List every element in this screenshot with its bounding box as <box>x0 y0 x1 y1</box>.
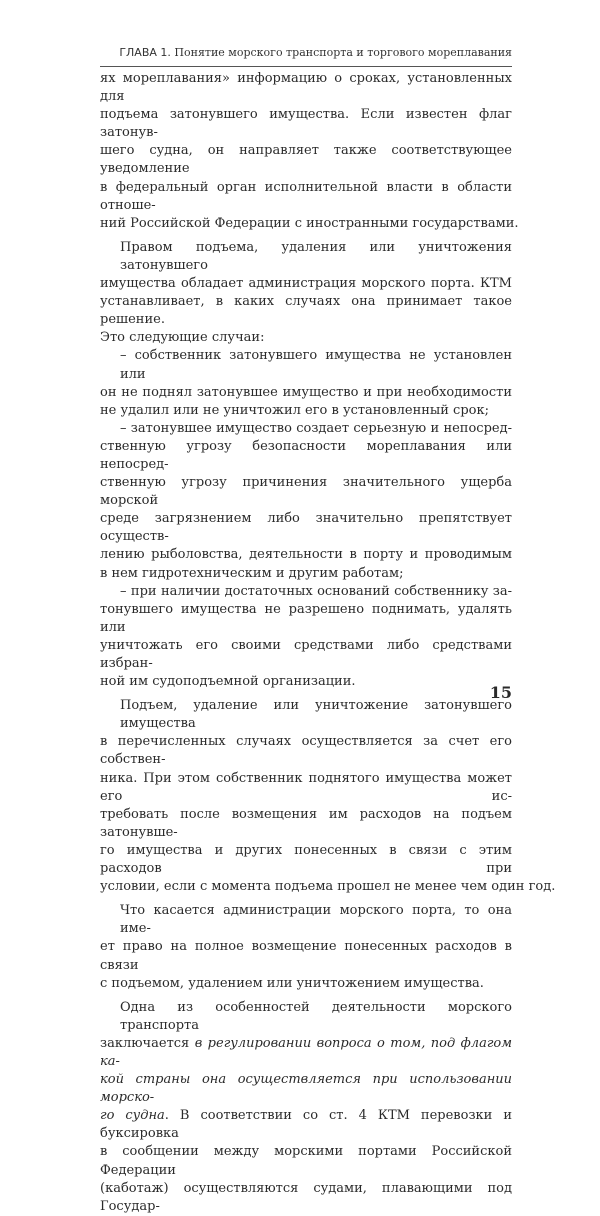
text-line: не удалил или не уничтожил его в установленный срок; <box>100 402 489 418</box>
text-line: Правом подъема, удаления или уничтожения затонувшего <box>120 239 512 273</box>
paragraph <box>100 902 512 992</box>
text-line: требовать после возмещения им расходов на подъем затонувше- <box>100 806 512 840</box>
text-line <box>100 1035 512 1071</box>
text-line: условии, если с момента подъема прошел не менее чем один год. <box>100 879 556 895</box>
text-line: Одна из особенностей деятельности морского транспорта <box>120 999 512 1033</box>
page-number: 15 <box>489 683 512 702</box>
text-line: ника. При этом собственник поднятого имущества может его ис- <box>100 770 512 804</box>
text-run: . В соответствии со ст. 4 КТМ перевозки и буксировка <box>100 1108 512 1142</box>
text-line: ях мореплавания» информацию о сроках, установленных для <box>100 71 512 105</box>
text-line: среде загрязнением либо значительно препятствует осуществ- <box>100 511 512 545</box>
text-line: ет право на полное возмещение понесенных расходов в связи <box>100 939 512 973</box>
text-line: ной им судоподъемной организации. <box>100 674 356 690</box>
text-line: устанавливает, в каких случаях она принимает такое решение. <box>100 294 512 328</box>
text-line: – при наличии достаточных оснований собственнику за- <box>120 583 512 599</box>
text-line: в сообщении между морскими портами Российской Федерации <box>100 1144 512 1178</box>
chapter-title: Понятие морского транспорта и торгового мореплавания <box>174 46 512 59</box>
running-header <box>100 46 512 59</box>
text-line: тонувшего имущества не разрешено поднимать, удалять или <box>100 601 512 635</box>
list-item <box>100 347 512 419</box>
paragraph <box>100 999 512 1216</box>
paragraph <box>100 239 512 348</box>
text-line: Это следующие случаи: <box>100 330 265 346</box>
text-line: с подъемом, удалением или уничтожением имущества. <box>100 975 484 991</box>
header-rule <box>100 66 512 67</box>
text-line: шего судна, он направляет также соответствующее уведомление <box>100 143 512 177</box>
paragraph <box>100 70 519 233</box>
text-line: – собственник затонувшего имущества не установлен или <box>120 348 512 382</box>
text-line: в перечисленных случаях осуществляется за счет его собствен- <box>100 734 512 768</box>
text-line: ственную угрозу причинения значительного ущерба морской <box>100 475 512 509</box>
paragraph <box>100 697 556 896</box>
text-line: ний Российской Федерации с иностранными государствами. <box>100 215 519 231</box>
italic-run: го судна <box>100 1108 165 1124</box>
text-line: в федеральный орган исполнительной власти в области отноше- <box>100 179 512 213</box>
list-item <box>100 420 512 583</box>
text-run: заключается <box>100 1035 195 1051</box>
text-line <box>100 1107 512 1143</box>
chapter-label: ГЛАВА 1. <box>119 46 171 59</box>
text-line: Подъем, удаление или уничтожение затонувшего имущества <box>120 698 512 732</box>
text-line: го имущества и других понесенных в связи с этим расходов при <box>100 842 512 877</box>
body-text <box>100 70 556 1216</box>
text-line: Что касается администрации морского порта, то она име- <box>120 903 512 937</box>
text-line: имущества обладает администрация морского порта. КТМ <box>100 276 512 292</box>
text-line <box>100 1071 512 1107</box>
text-line: в нем гидротехническим и другим работам; <box>100 565 404 581</box>
text-line: он не поднял затонувшее имущество и при необходимости <box>100 384 512 400</box>
italic-run: кой страны она осуществляется при использовании морско- <box>100 1072 512 1106</box>
text-line: ственную угрозу безопасности мореплавания или непосред- <box>100 438 512 472</box>
italic-run: в регулировании вопроса о том, под флагом ка- <box>100 1035 513 1069</box>
text-line: – затонувшее имущество создает серьезную и непосред- <box>120 420 512 436</box>
text-line: уничтожать его своими средствами либо средствами избран- <box>100 637 512 671</box>
list-item <box>100 583 512 692</box>
text-line: лению рыболовства, деятельности в порту и проводимым <box>100 547 512 563</box>
text-line: подъема затонувшего имущества. Если известен флаг затонув- <box>100 107 512 141</box>
text-line: (каботаж) осуществляются судами, плавающими под Государ- <box>100 1180 512 1214</box>
